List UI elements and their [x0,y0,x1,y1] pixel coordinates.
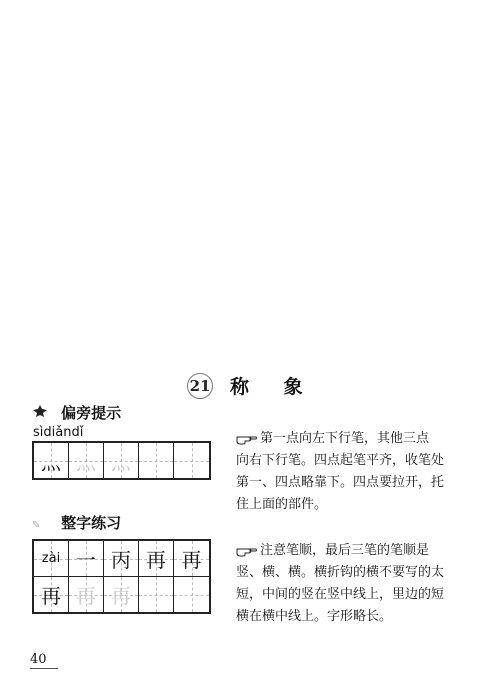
grid-cell: 灬 [34,443,69,478]
section1-label: 偏旁提示 [61,404,122,422]
leaf-icon [32,404,48,418]
grid-cell: 灬 [69,443,104,478]
pointing-hand-icon [236,545,258,557]
note-line: 向右下行笔。四点起笔平齐，收笔处 [236,453,445,468]
footer-rule [30,668,58,669]
grid-cell: 丙 [104,541,139,576]
section2-label: 整字练习 [61,514,122,532]
grid-cell: 再 [139,541,174,576]
section2-header [32,512,121,533]
radical-practice-grid [32,441,211,480]
pinyin-cell: zài [34,541,69,576]
lesson-number: 21 [189,377,211,395]
note-line: 横在横中线上。字形略长。 [236,609,393,624]
lesson-number-badge [187,373,213,399]
note-line: 竖、横、横。横折钩的横不要写的太 [236,565,445,580]
note-line: 第一点向左下行笔，其他三点 [236,428,466,450]
grid-cell: 再 [69,577,104,612]
grid-cell: 再 [174,541,209,576]
stroke-note-1 [236,428,466,516]
grid-cell [139,443,174,478]
grid-cell: 再 [34,577,69,612]
note-line: 注意笔顺，最后三笔的笔顺是 [236,540,466,562]
grid-cell: 灬 [104,443,139,478]
grid-cell [174,577,209,612]
grid-cell: 再 [104,577,139,612]
section1-pinyin: sìdiǎndǐ [33,425,84,440]
page-number: 40 [30,652,47,667]
grid-cell [174,443,209,478]
character-practice-grid [32,539,211,614]
grid-cell: 一 [69,541,104,576]
note-line: 短，中间的竖在竖中线上，里边的短 [236,587,445,602]
stroke-note-2 [236,540,466,628]
pointing-hand-icon [236,433,258,445]
brush-mark-icon: ✎ [32,520,41,531]
grid-cell [139,577,174,612]
section1-header [32,402,121,423]
lesson-title: 称 象 [230,376,317,398]
note-line: 住上面的部件。 [236,497,328,512]
note-line: 第一、四点略靠下。四点要拉开，托 [236,475,445,490]
